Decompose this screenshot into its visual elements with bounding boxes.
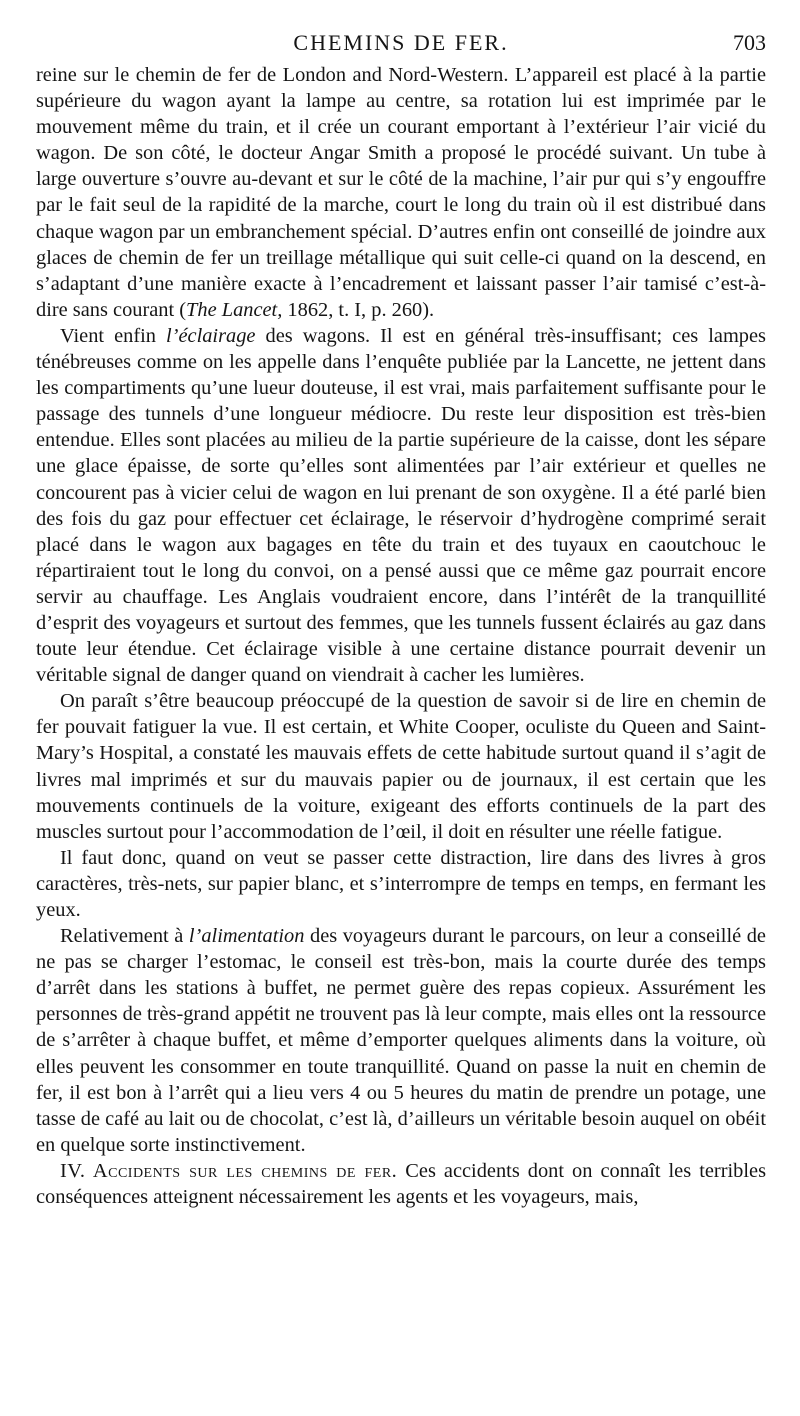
section-paragraph — [36, 1158, 766, 1210]
paragraph — [36, 923, 766, 1158]
text-run: 1862, t. I, p. 260). — [282, 298, 435, 321]
italic-term: l’alimentation — [188, 925, 305, 948]
paragraph — [36, 323, 766, 688]
paragraph — [36, 62, 766, 323]
italic-citation: The Lancet, — [186, 298, 283, 321]
section-heading: IV. Accidents sur les chemins de fer. — [60, 1159, 398, 1182]
text-run: Vient enfin — [60, 324, 167, 347]
paragraph: On paraît s’être beaucoup préoccupé de la question de savoir si de lire en chemin de fer pouvait fatiguer la vue. Il est certain, et White Cooper, oculiste du Queen and Saint-Mary’s Hospital, a constaté les mauvais effets de cette habitude surtout quand il s’agit de livres mal imprimés et sur du mauvais papier ou de journaux, il est certain que les mouvements continuels de la voiture, exigeant des efforts continuels de la part des muscles surtout pour l’accommodation de l’œil, il doit en résulter une réelle fatigue. — [36, 690, 766, 843]
text-run: des voyageurs durant le parcours, on leur a conseillé de ne pas se charger l’estomac, le conseil est très-bon, mais la courte durée des temps d’arrêt dans les stations à buffet, ne permet guère des repas copieux. Assurément les personnes de très-grand appétit ne trouvent pas là leur compte, mais elles ont la ressource de s’arrêter à chaque buffet, et même d’emporter quelques aliments dans la voiture, où elles peuvent les consommer en toute tranquillité. Quand on passe la nuit en chemin de fer, il est bon à l’arrêt qui a lieu vers 4 ou 5 heures du matin de prendre un potage, une tasse de café au lait ou de chocolat, c’est là, d’ailleurs un véritable besoin auquel on obéit en quelque sorte instinctivement. — [36, 925, 766, 1156]
body-text — [36, 62, 766, 1210]
paragraph: Il faut donc, quand on veut se passer cette distraction, lire dans des livres à gros caractères, très-nets, sur papier blanc, et s’interrompre de temps en temps, en fermant les yeux. — [36, 846, 766, 921]
page-header — [36, 30, 766, 60]
text-run: Ces accidents dont on connaît les terribles conséquences atteignent nécessairement les agents et les voyageurs, mais, — [36, 1159, 767, 1209]
italic-term: l’éclairage — [166, 324, 256, 347]
page-number: 703 — [733, 30, 766, 55]
running-title: CHEMINS DE FER. — [293, 30, 509, 55]
text-run: reine sur le chemin de fer de London and Nord-Western. L’appareil est placé à la partie supérieure du wagon ayant la lampe au centre, sa rotation lui est imprimée par le mouvement même du train, et il crée un courant emportant à l’extérieur l’air vicié du wagon. De son côté, le docteur Angar Smith a proposé le procédé suivant. Un tube à large ouverture s’ouvre au-devant et sur le côté de la machine, l’air pur qui s’y engouffre par le fait seul de la rapidité de la marche, court le long du train où il est distribué dans chaque wagon par un embranchement spécial. D’autres enfin ont conseillé de joindre aux glaces de chemin de fer un treillage métallique qui suit celle-ci quand on la descend, en s’adaptant d’une manière exacte à l’encadrement et laissant passer l’air tamisé c’est-à-dire sans courant ( — [36, 64, 766, 321]
text-run: Relativement à — [60, 925, 189, 948]
text-run: des wagons. Il est en général très-insuffisant; ces lampes ténébreuses comme on les appelle dans l’enquête publiée par la Lancette, ne jettent dans les compartiments qu’une lueur douteuse, il est vrai, mais parfaitement suffisante pour le passage des tunnels d’une longueur médiocre. Du reste leur disposition est très-bien entendue. Elles sont placées au milieu de la partie supérieure de la caisse, dont les sépare une glace épaisse, de sorte qu’elles sont alimentées par l’air extérieur et quelles ne concourent pas à vicier celui de wagon en lui prenant de son oxygène. Il a été parlé bien des fois du gaz pour effectuer cet éclairage, le réservoir d’hydrogène comprimé serait placé dans le wagon aux bagages en tête du train et des tuyaux en caoutchouc le répartiraient tout le long du convoi, on a pensé aussi que ce même gaz pourrait encore servir au chauffage. Les Anglais voudraient encore, dans l’intérêt de la tranquillité d’esprit des voyageurs et surtout des femmes, que les tunnels fussent éclairés au gaz dans toute leur étendue. Cet éclairage visible à une certaine distance pourrait devenir un véritable signal de danger quand on viendrait à cacher les lumières. — [36, 324, 766, 687]
